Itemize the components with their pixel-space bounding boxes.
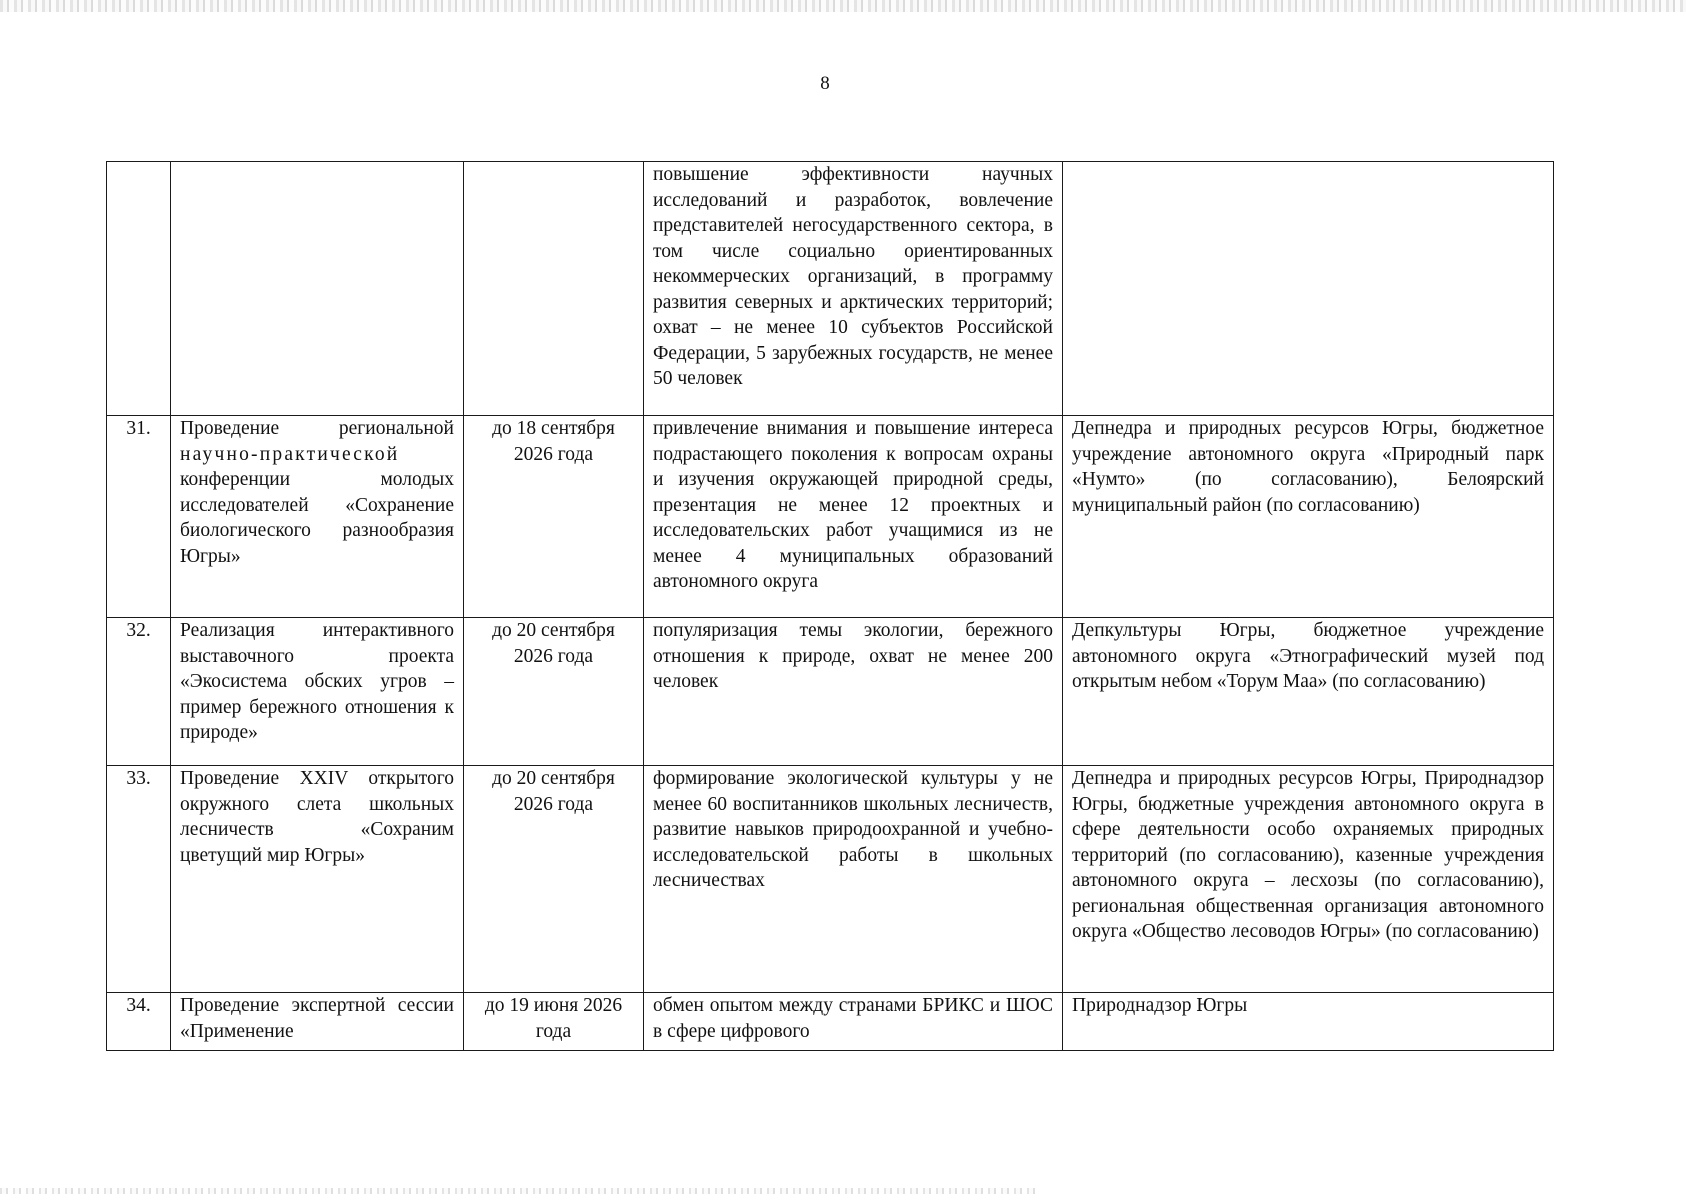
table-row	[107, 993, 1554, 1051]
deadline-text: до 19 июня 2026 года	[484, 995, 623, 1042]
page-number: 8	[820, 73, 830, 94]
executors-cell	[1063, 993, 1554, 1051]
result-cell	[644, 993, 1063, 1051]
event-cell: Проведение XXIV открытого окружного слета школьных лесничеств «Сохраним цветущий мир Югры»	[171, 766, 464, 993]
row-number-cell: 34.	[107, 993, 171, 1051]
event-cell	[171, 993, 464, 1051]
deadline-cell: до 20 сентября 2026 года	[464, 766, 644, 993]
event-cell: Реализация интерактивного выставочного проекта «Экосистема обских угров – пример бережного отношения к природе»	[171, 618, 464, 766]
table-row	[107, 416, 1554, 618]
event-title-part: научно-практической	[180, 443, 400, 465]
deadline-cell	[464, 993, 644, 1051]
executors-text: Природнадзор Югры	[1072, 995, 1248, 1016]
result-cell: повышение эффективности научных исследований и разработок, вовлечение представителей негосударственного сектора, в том числе социально ориентированных некоммерческих организаций, в программу развития северных и арктических территорий; охват – не менее 10 субъектов Российской Федерации, 5 зарубежных государств, не менее 50 человек	[644, 162, 1063, 416]
executors-cell: Депкультуры Югры, бюджетное учреждение автономного округа «Этнографический музей под открытым небом «Торум Маа» (по согласованию)	[1063, 618, 1554, 766]
result-text: обмен опытом между странами БРИКС и ШОС в сфере цифрового	[653, 995, 1053, 1042]
table-row	[107, 766, 1554, 993]
row-number-cell	[107, 162, 171, 416]
event-cell	[171, 162, 464, 416]
table-row	[107, 162, 1554, 416]
row-number-cell: 32.	[107, 618, 171, 766]
measures-table	[106, 161, 1554, 1051]
executors-cell: Депнедра и природных ресурсов Югры, Природнадзор Югры, бюджетные учреждения автономного округа в сфере деятельности особо охраняемых природных территорий (по согласованию), казенные учреждения автономного округа – лесхозы (по согласованию), региональная общественная организация автономного округа «Общество лесоводов Югры» (по согласованию)	[1063, 766, 1554, 993]
event-title-part: Проведение региональной	[180, 418, 454, 439]
result-cell: формирование экологической культуры у не менее 60 воспитанников школьных лесничеств, развитие навыков природоохранной и учебно-исследовательской работы в школьных лесничествах	[644, 766, 1063, 993]
scan-edge-bottom	[0, 1188, 1040, 1194]
event-cell	[171, 416, 464, 618]
result-cell: популяризация темы экологии, бережного отношения к природе, охват не менее 200 человек	[644, 618, 1063, 766]
scan-edge-top	[0, 0, 1686, 12]
event-title-part: конференции молодых исследователей «Сохранение биологического разнообразия Югры»	[180, 469, 454, 567]
deadline-cell: до 18 сентября 2026 года	[464, 416, 644, 618]
table-row	[107, 618, 1554, 766]
row-number-cell: 33.	[107, 766, 171, 993]
row-number-cell: 31.	[107, 416, 171, 618]
deadline-cell	[464, 162, 644, 416]
executors-cell: Депнедра и природных ресурсов Югры, бюджетное учреждение автономного округа «Природный парк «Нумто» (по согласованию), Белоярский муниципальный район (по согласованию)	[1063, 416, 1554, 618]
result-cell: привлечение внимания и повышение интереса подрастающего поколения к вопросам охраны и изучения окружающей природной среды, презентация не менее 12 проектных и исследовательских работ учащимися из не менее 4 муниципальных образований автономного округа	[644, 416, 1063, 618]
event-text: Проведение экспертной сессии «Применение	[180, 995, 454, 1042]
deadline-cell: до 20 сентября 2026 года	[464, 618, 644, 766]
executors-cell	[1063, 162, 1554, 416]
